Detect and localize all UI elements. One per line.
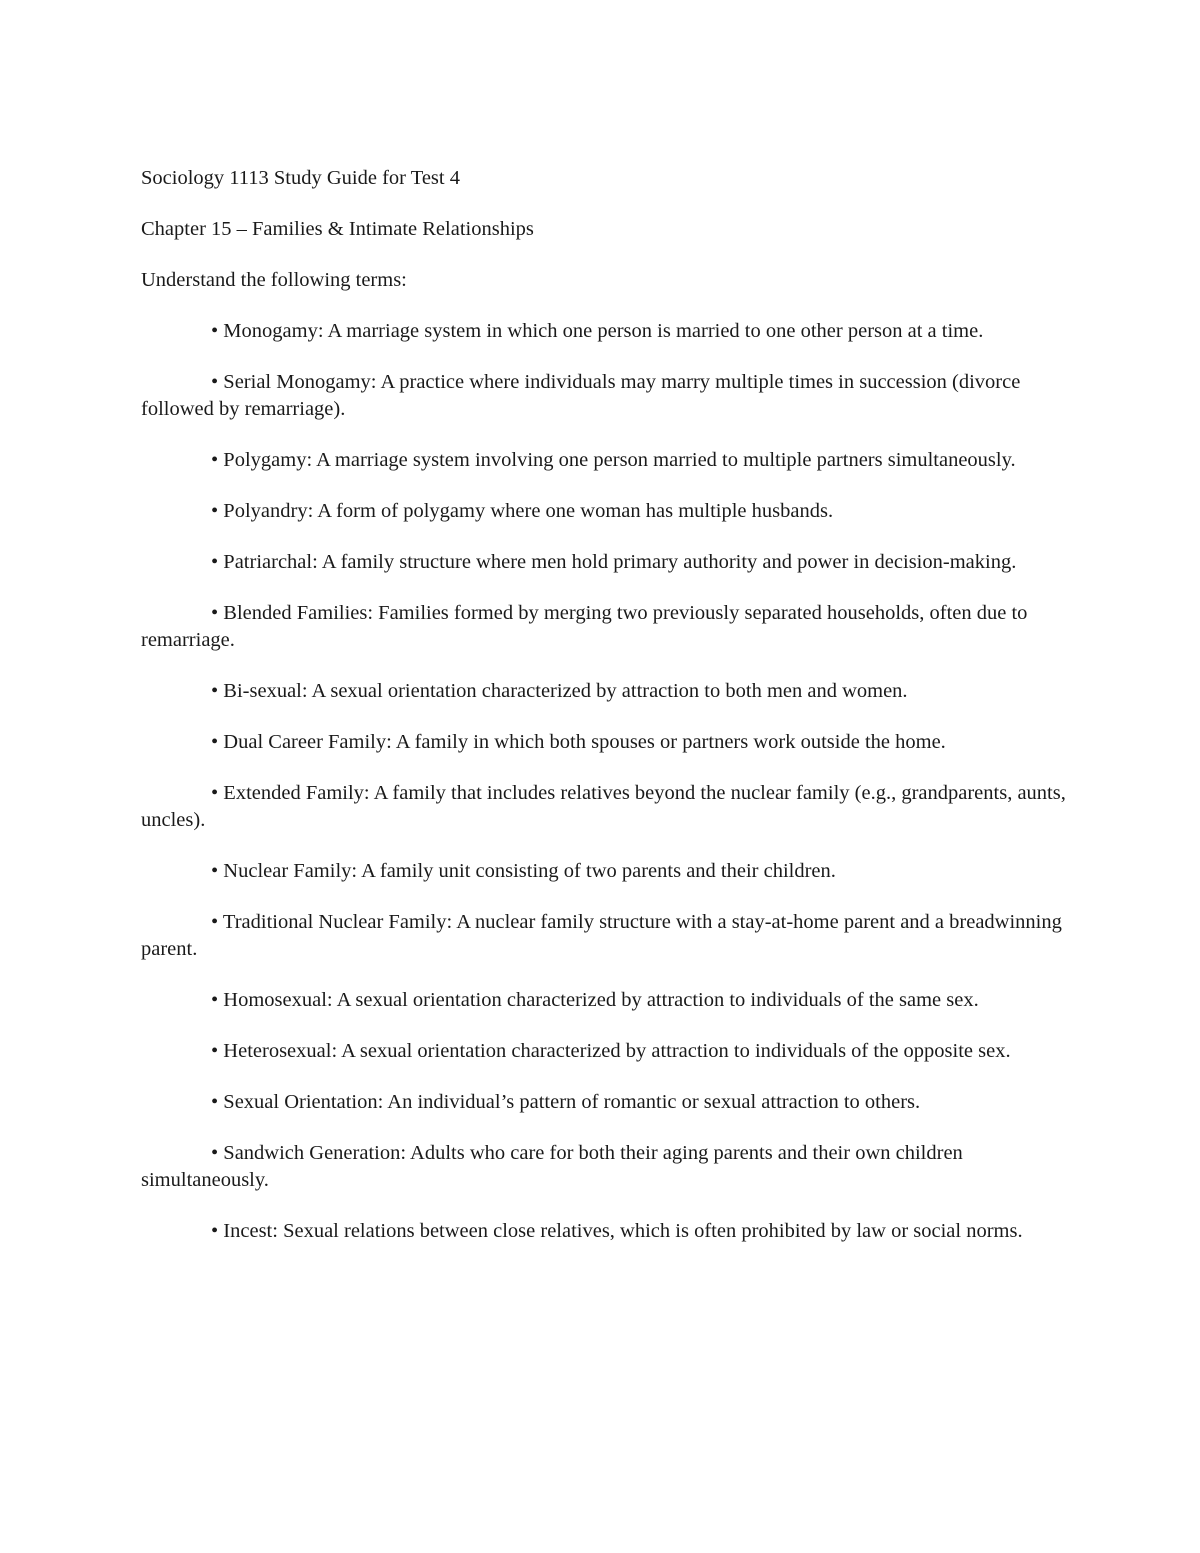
term-patriarchal: • Patriarchal: A family structure where men hold primary authority and power in decision-making. [211, 551, 1017, 573]
document-page [141, 165, 1066, 1269]
instruction-text: Understand the following terms: [141, 269, 407, 291]
term-extended-family: • Extended Family: A family that includes relatives beyond the nuclear family (e.g., grandparents, aunts, uncles). [141, 782, 1066, 831]
term-dual-career-family: • Dual Career Family: A family in which both spouses or partners work outside the home. [211, 731, 946, 753]
term-bisexual: • Bi-sexual: A sexual orientation characterized by attraction to both men and women. [211, 680, 908, 702]
term-polygamy: • Polygamy: A marriage system involving one person married to multiple partners simultaneously. [211, 449, 1016, 471]
term-serial-monogamy: • Serial Monogamy: A practice where individuals may marry multiple times in succession (divorce followed by remarriage). [141, 371, 1021, 420]
document-title: Sociology 1113 Study Guide for Test 4 [141, 167, 460, 189]
chapter-heading: Chapter 15 – Families & Intimate Relationships [141, 218, 534, 240]
term-heterosexual: • Heterosexual: A sexual orientation characterized by attraction to individuals of the opposite sex. [211, 1040, 1011, 1062]
term-polyandry: • Polyandry: A form of polygamy where one woman has multiple husbands. [211, 500, 834, 522]
term-incest: • Incest: Sexual relations between close relatives, which is often prohibited by law or social norms. [211, 1220, 1023, 1242]
term-sexual-orientation: • Sexual Orientation: An individual’s pattern of romantic or sexual attraction to others. [211, 1091, 921, 1113]
term-nuclear-family: • Nuclear Family: A family unit consisting of two parents and their children. [211, 860, 836, 882]
term-blended-families: • Blended Families: Families formed by merging two previously separated households, often due to remarriage. [141, 602, 1028, 651]
term-sandwich-generation: • Sandwich Generation: Adults who care for both their aging parents and their own children simultaneously. [141, 1142, 963, 1191]
term-monogamy: • Monogamy: A marriage system in which one person is married to one other person at a time. [211, 320, 984, 342]
term-traditional-nuclear-family: • Traditional Nuclear Family: A nuclear family structure with a stay-at-home parent and a breadwinning parent. [141, 911, 1062, 960]
term-homosexual: • Homosexual: A sexual orientation characterized by attraction to individuals of the same sex. [211, 989, 979, 1011]
